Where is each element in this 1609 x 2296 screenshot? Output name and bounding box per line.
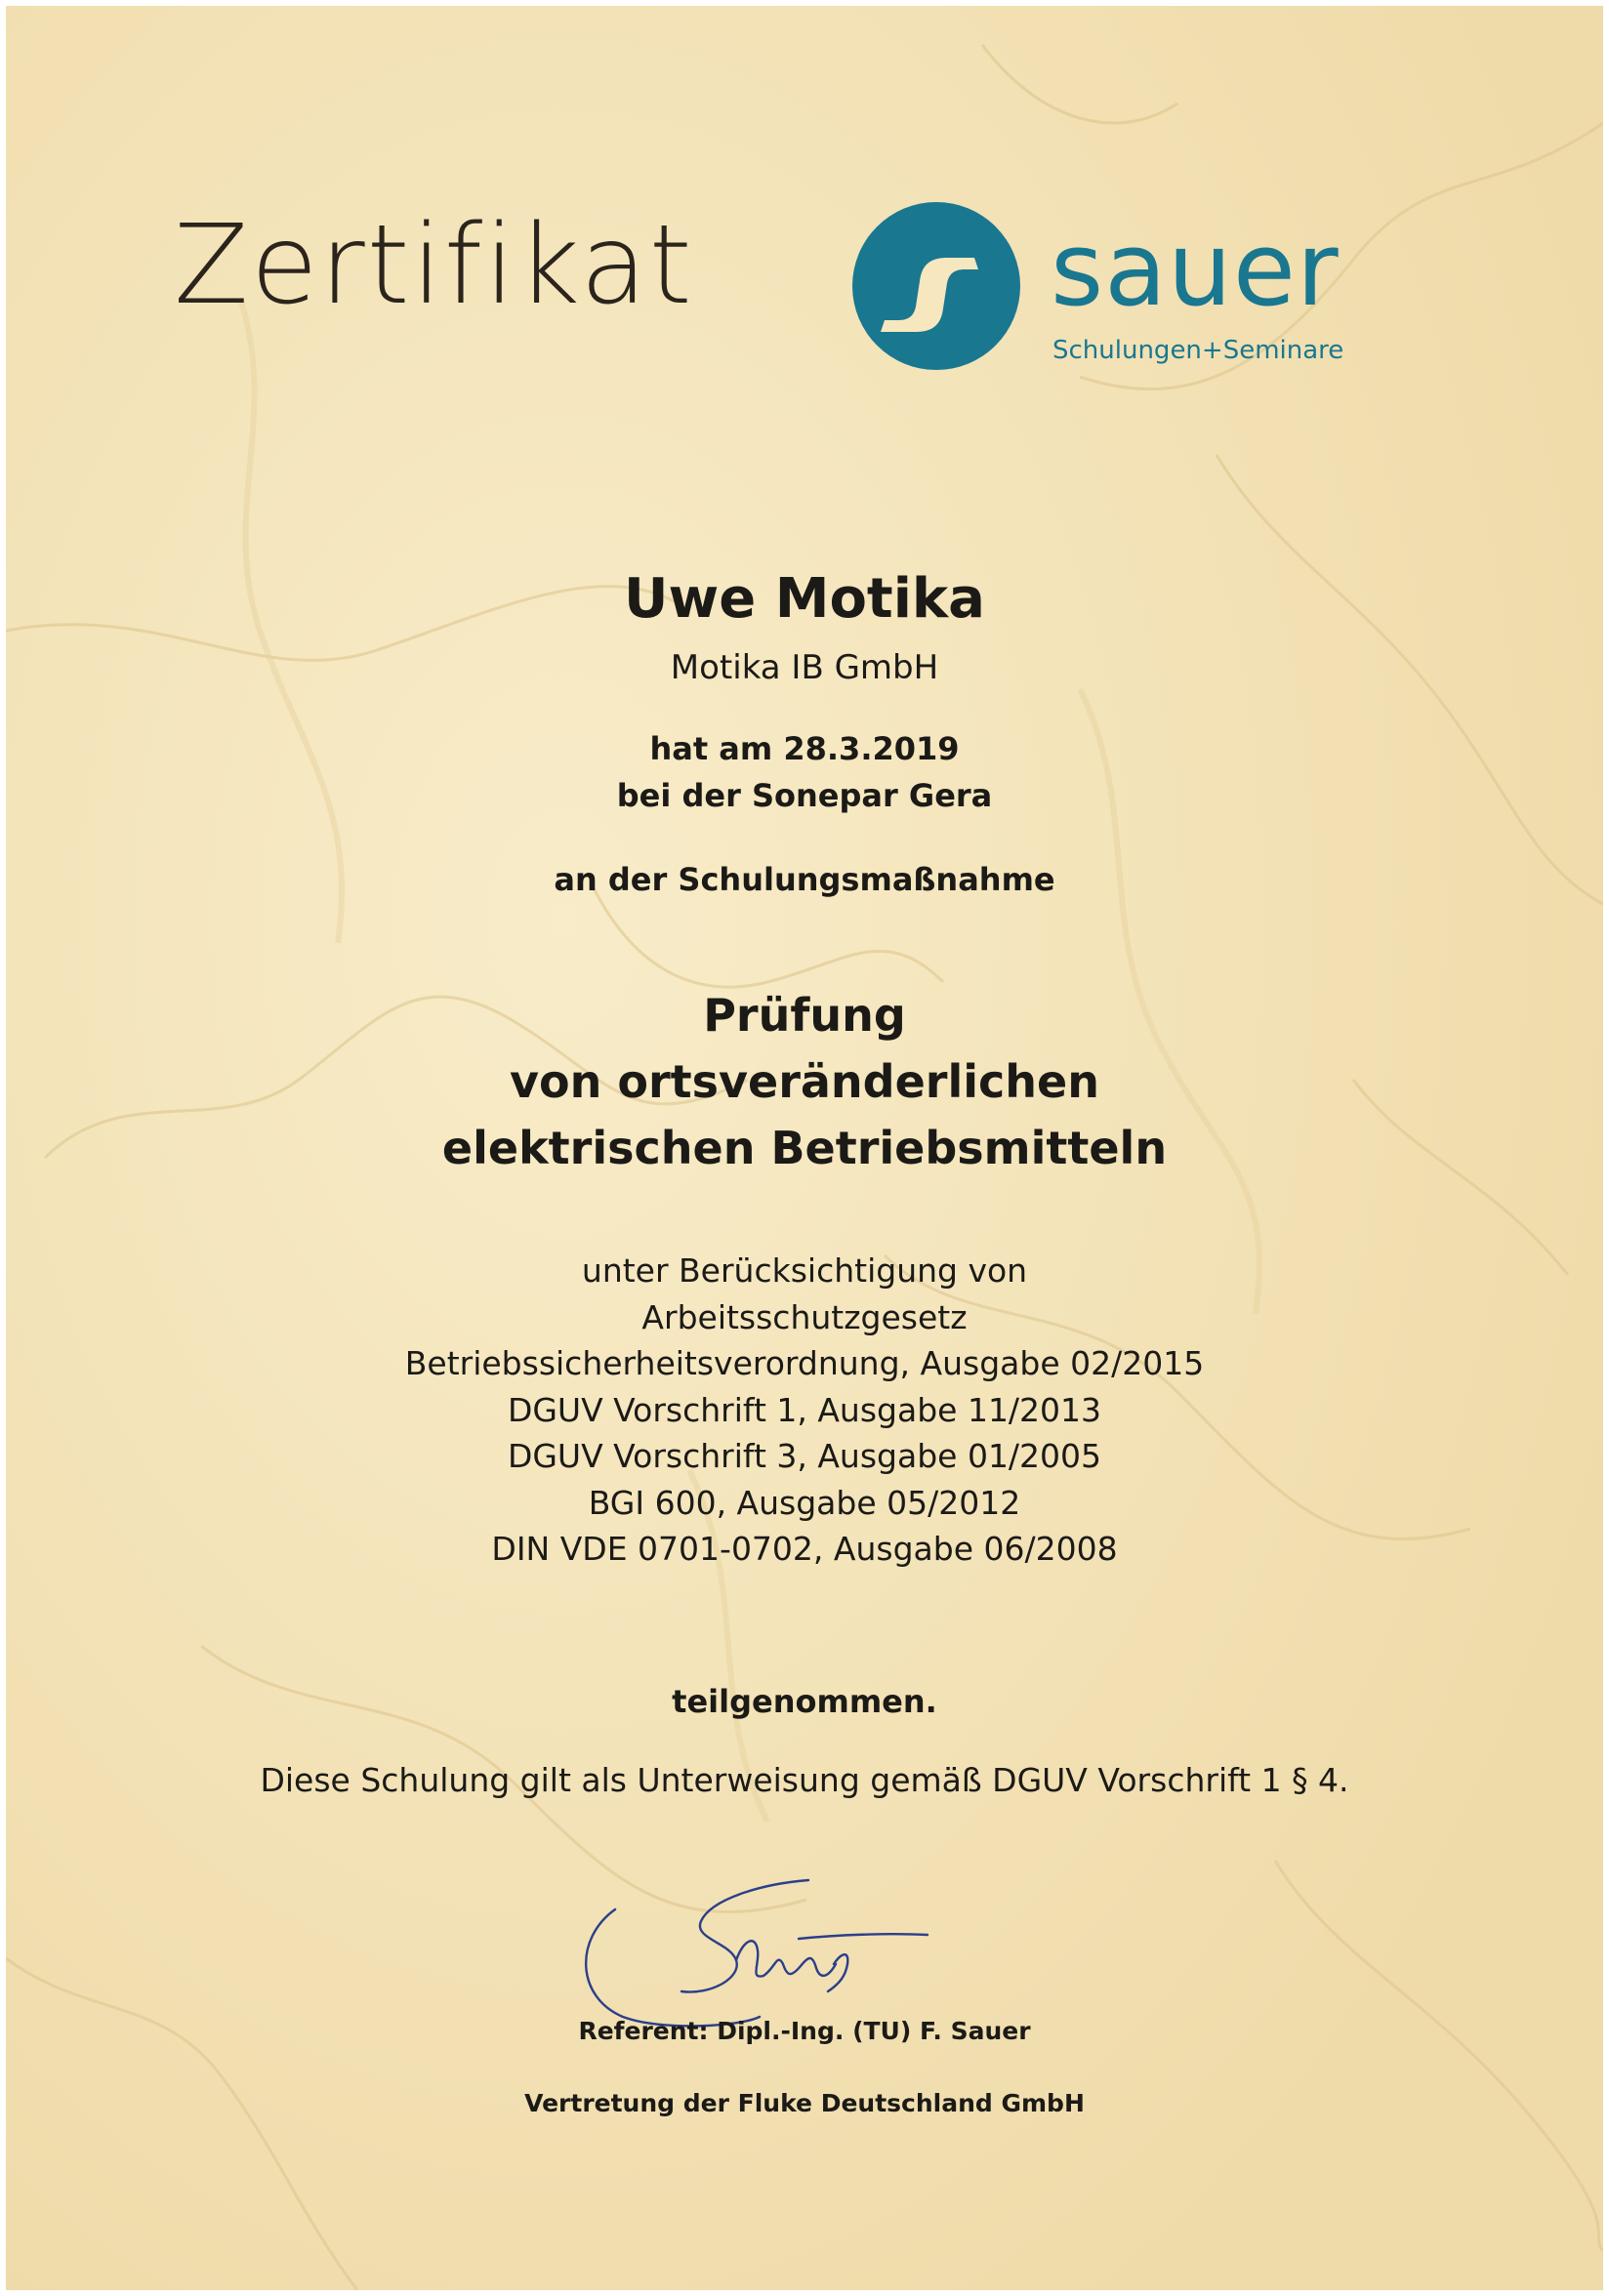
regulation-item: DGUV Vorschrift 1, Ausgabe 11/2013 [507, 1390, 1102, 1429]
participant-name: Uwe Motika [624, 567, 985, 631]
date-line: hat am 28.3.2019 [649, 730, 960, 767]
validity-note: Diese Schulung gilt als Unterweisung gemäß DGUV Vorschrift 1 § 4. [260, 1761, 1349, 1799]
regulation-item: DGUV Vorschrift 3, Ausgabe 01/2005 [507, 1437, 1102, 1475]
referent-line: Referent: Dipl.-Ing. (TU) F. Sauer [578, 2017, 1031, 2045]
regulation-item: Arbeitsschutzgesetz [641, 1297, 968, 1336]
sauer-tagline: Schulungen+Seminare [1052, 336, 1344, 365]
regulations-intro: unter Berücksichtigung von [581, 1251, 1028, 1290]
regulation-item: DIN VDE 0701-0702, Ausgabe 06/2008 [491, 1530, 1118, 1568]
course-title-line-1: Prüfung [703, 989, 906, 1042]
representation-line: Vertretung der Fluke Deutschland GmbH [524, 2089, 1085, 2117]
certificate-sheet [6, 6, 1603, 2290]
handwritten-signature-icon [564, 1870, 955, 2036]
sauer-s-logo-icon [851, 201, 1021, 371]
certificate-heading: Zertifikat [174, 202, 694, 329]
sauer-logo [851, 201, 1398, 377]
sauer-wordmark: sauer [1051, 210, 1340, 329]
location-line: bei der Sonepar Gera [616, 777, 993, 814]
regulation-item: BGI 600, Ausgabe 05/2012 [588, 1483, 1021, 1522]
course-title-line-3: elektrischen Betriebsmitteln [441, 1122, 1168, 1174]
course-title-line-2: von ortsveränderlichen [510, 1055, 1099, 1108]
participated-line: teilgenommen. [672, 1683, 937, 1720]
participant-company: Motika IB GmbH [670, 648, 939, 687]
certificate-content [6, 6, 1603, 2290]
intro-line: an der Schulungsmaßnahme [554, 861, 1055, 898]
regulation-item: Betriebssicherheitsverordnung, Ausgabe 02/2015 [404, 1344, 1205, 1382]
